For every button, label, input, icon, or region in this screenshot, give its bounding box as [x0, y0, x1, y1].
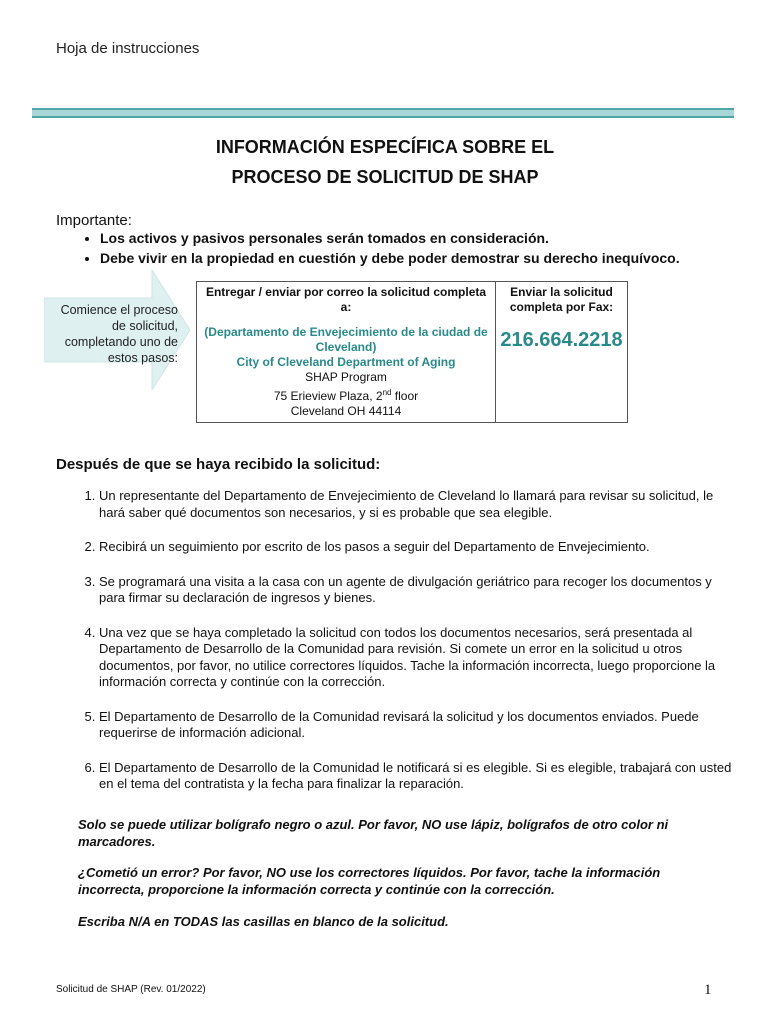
important-label: Importante: [56, 212, 132, 229]
fax-cell [496, 282, 628, 423]
important-bullet: • Los activos y pasivos personales serán tomados en consideración. [100, 228, 770, 248]
submission-options-table [196, 281, 628, 423]
mail-department-spanish: (Departamento de Envejecimiento de la ciudad de Cleveland) [204, 325, 488, 354]
after-submission-heading: Después de que se haya recibido la solicitud: [56, 456, 381, 473]
document-header-label: Hoja de instrucciones [56, 40, 200, 57]
step-item: 6. El Departamento de Desarrollo de la Comunidad le notificará si es elegible. Si es elegible, trabajará con usted en el tema del contratista y la fecha para finalizar la reparación. [99, 760, 739, 793]
important-bullet: • Debe vivir en la propiedad en cuestión y debe poder demostrar su derecho inequívoco. [100, 248, 770, 268]
correction-note: ¿Cometió un error? Por favor, NO use los correctores líquidos. Por favor, tache la información incorrecta, proporcione la información correcta y continúe con la corrección. [78, 865, 661, 897]
mail-department-english: City of Cleveland Department of Aging [236, 355, 456, 369]
fax-header: Enviar la solicitud completa por Fax: [509, 285, 614, 314]
fax-number: 216.664.2218 [500, 329, 623, 351]
step-item: 1. Un representante del Departamento de Envejecimiento de Cleveland lo llamará para revisar su solicitud, le hará saber qué documentos son necesarios, y si es probable que sea elegible. [99, 488, 739, 521]
mail-street: 75 Erieview Plaza, 2nd floor [273, 388, 419, 403]
important-bullet-list [56, 228, 770, 268]
after-submission-steps [56, 488, 739, 811]
pen-color-note: Solo se puede utilizar bolígrafo negro o azul. Por favor, NO use lápiz, bolígrafos de otro color ni marcadores. [78, 817, 669, 849]
page-title-line-2: PROCESO DE SOLICITUD DE SHAP [231, 167, 539, 187]
step-item: 4. Una vez que se haya completado la solicitud con todos los documentos necesarios, será presentada al Departamento de Desarrollo de la Comunidad para revisión. Si comete un error en la solicitud u otros documentos, por favor, no utilice correctores líquidos. Tache la información incorrecta, luego proporcione la información correcta y continúe con la corrección. [99, 625, 739, 691]
step-item: 2. Recibirá un seguimiento por escrito de los pasos a seguir del Departamento de Envejecimiento. [99, 539, 739, 556]
mail-program: SHAP Program [305, 370, 387, 384]
step-item: 5. El Departamento de Desarrollo de la Comunidad revisará la solicitud y los documentos enviados. Puede requerirse de información adicional. [99, 709, 739, 742]
page-title-line-1: INFORMACIÓN ESPECÍFICA SOBRE EL [215, 137, 555, 157]
mail-city: Cleveland OH 44114 [290, 404, 402, 418]
step-item: 3. Se programará una visita a la casa con un agente de divulgación geriátrico para recoger los documentos y para firmar su declaración de ingresos y bienes. [99, 574, 739, 607]
na-fill-note: Escriba N/A en TODAS las casillas en blanco de la solicitud. [78, 914, 449, 929]
mail-header: Entregar / enviar por correo la solicitud completa a: [205, 285, 487, 314]
arrow-instruction-text: Comience el proceso de solicitud, completando uno de estos pasos: [60, 303, 178, 365]
header-divider-rule [32, 108, 734, 118]
footer-page-number: 1 [704, 982, 712, 998]
footer-form-id: Solicitud de SHAP (Rev. 01/2022) [56, 984, 206, 995]
mail-cell [197, 282, 496, 423]
